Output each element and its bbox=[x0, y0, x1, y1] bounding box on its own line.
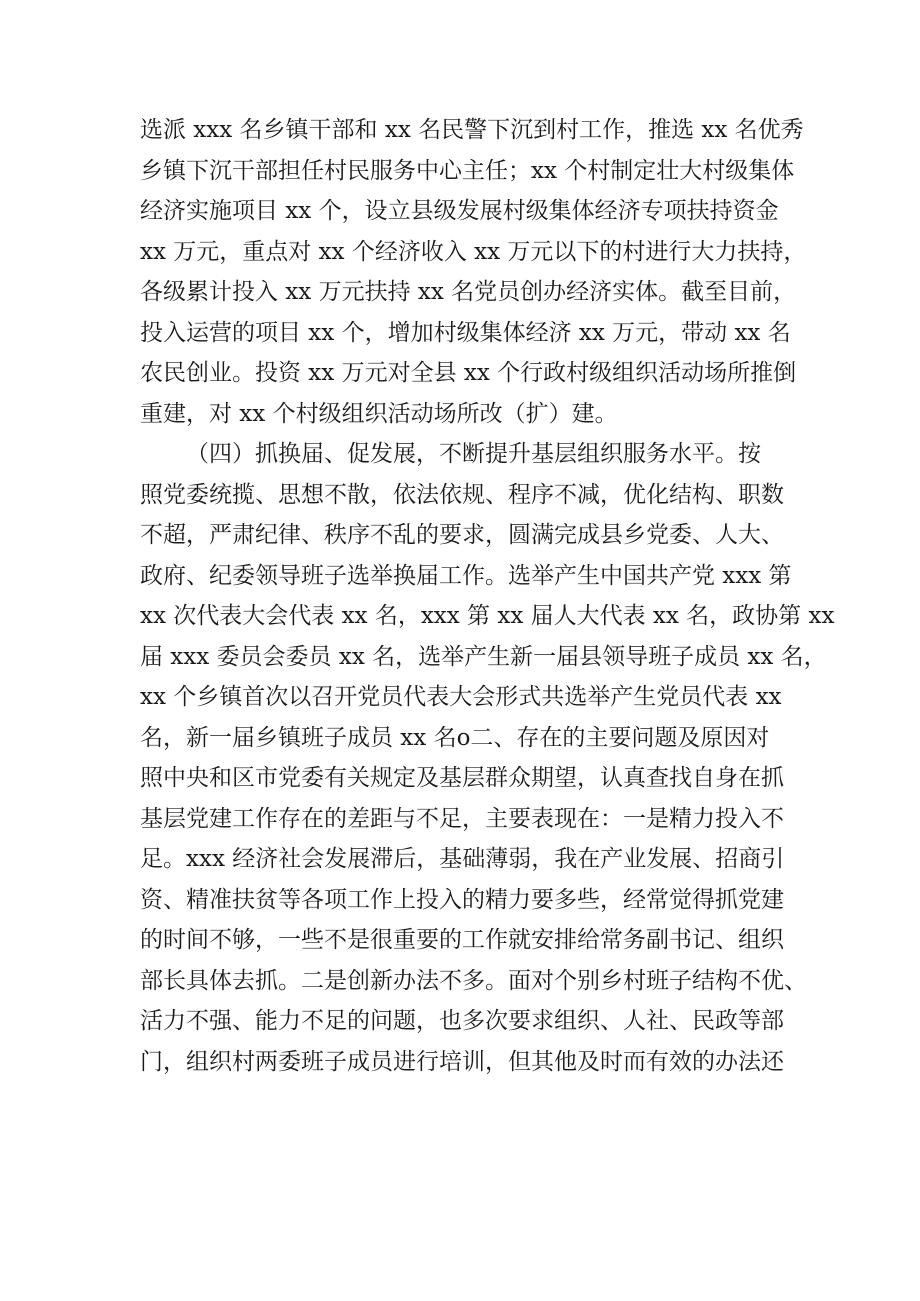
text-line: 乡镇下沉干部担任村民服务中心主任；xx 个村制定壮大村级集体 bbox=[140, 157, 795, 184]
text-line: 投入运营的项目 xx 个，增加村级集体经济 xx 万元，带动 xx 名 bbox=[140, 319, 791, 346]
text-line: 照党委统揽、思想不散，依法依规、程序不减，优化结构、职数 bbox=[140, 481, 784, 508]
text-line: 经济实施项目 xx 个，设立县级发展村级集体经济专项扶持资金 bbox=[140, 198, 779, 224]
text-line: xx 次代表大会代表 xx 名，xxx 第 xx 届人大代表 xx 名，政协第 xx bbox=[140, 603, 835, 629]
text-line: 资、精准扶贫等各项工作上投入的精力要多些，经常觉得抓党建 bbox=[140, 886, 784, 913]
text-line: xx 个乡镇首次以召开党员代表大会形式共选举产生党员代表 xx bbox=[140, 684, 782, 710]
text-line: 届 xxx 委员会委员 xx 名，选举产生新一届县领导班子成员 xx 名， bbox=[140, 643, 827, 670]
text-line: 选派 xxx 名乡镇干部和 xx 名民警下沉到村工作，推选 xx 名优秀 bbox=[140, 117, 804, 143]
text-line: xx 万元，重点对 xx 个经济收入 xx 万元以下的村进行大力扶持， bbox=[140, 238, 807, 265]
text-line: 足。xxx 经济社会发展滞后，基础薄弱，我在产业发展、招商引 bbox=[140, 846, 785, 872]
text-line: 名，新一届乡镇班子成员 xx 名ο二、存在的主要问题及原因对 bbox=[140, 724, 770, 751]
text-line: 部长具体去抓。二是创新办法不多。面对个别乡村班子结构不优、 bbox=[140, 967, 807, 994]
text-line: 重建，对 xx 个村级组织活动场所改（扩）建。 bbox=[140, 400, 618, 427]
text-line: 基层党建工作存在的差距与不足，主要表现在：一是精力投入不 bbox=[140, 805, 784, 832]
text-line: 活力不强、能力不足的问题，也多次要求组织、人社、民政等部 bbox=[140, 1008, 784, 1034]
document-body bbox=[140, 110, 835, 1082]
text-line: 政府、纪委领导班子选举换届工作。选举产生中国共产党 xxx 第 bbox=[140, 562, 792, 589]
text-line: 农民创业。投资 xx 万元对全县 xx 个行政村级组织活动场所推倒 bbox=[140, 360, 797, 386]
text-line: 照中央和区市党委有关规定及基层群众期望，认真查找自身在抓 bbox=[140, 765, 784, 791]
text-line: 门，组织村两委班子成员进行培训，但其他及时而有效的办法还 bbox=[140, 1048, 784, 1075]
text-line: 不超，严肃纪律、秩序不乱的要求，圆满完成县乡党委、人大、 bbox=[140, 522, 784, 548]
text-line: 各级累计投入 xx 万元扶持 xx 名党员创办经济实体。截至目前， bbox=[140, 279, 797, 305]
section-heading-line: （四）抓换届、促发展，不断提升基层组织服务水平。按 bbox=[186, 441, 761, 467]
text-line: 的时间不够，一些不是很重要的工作就安排给常务副书记、组织 bbox=[140, 927, 784, 953]
